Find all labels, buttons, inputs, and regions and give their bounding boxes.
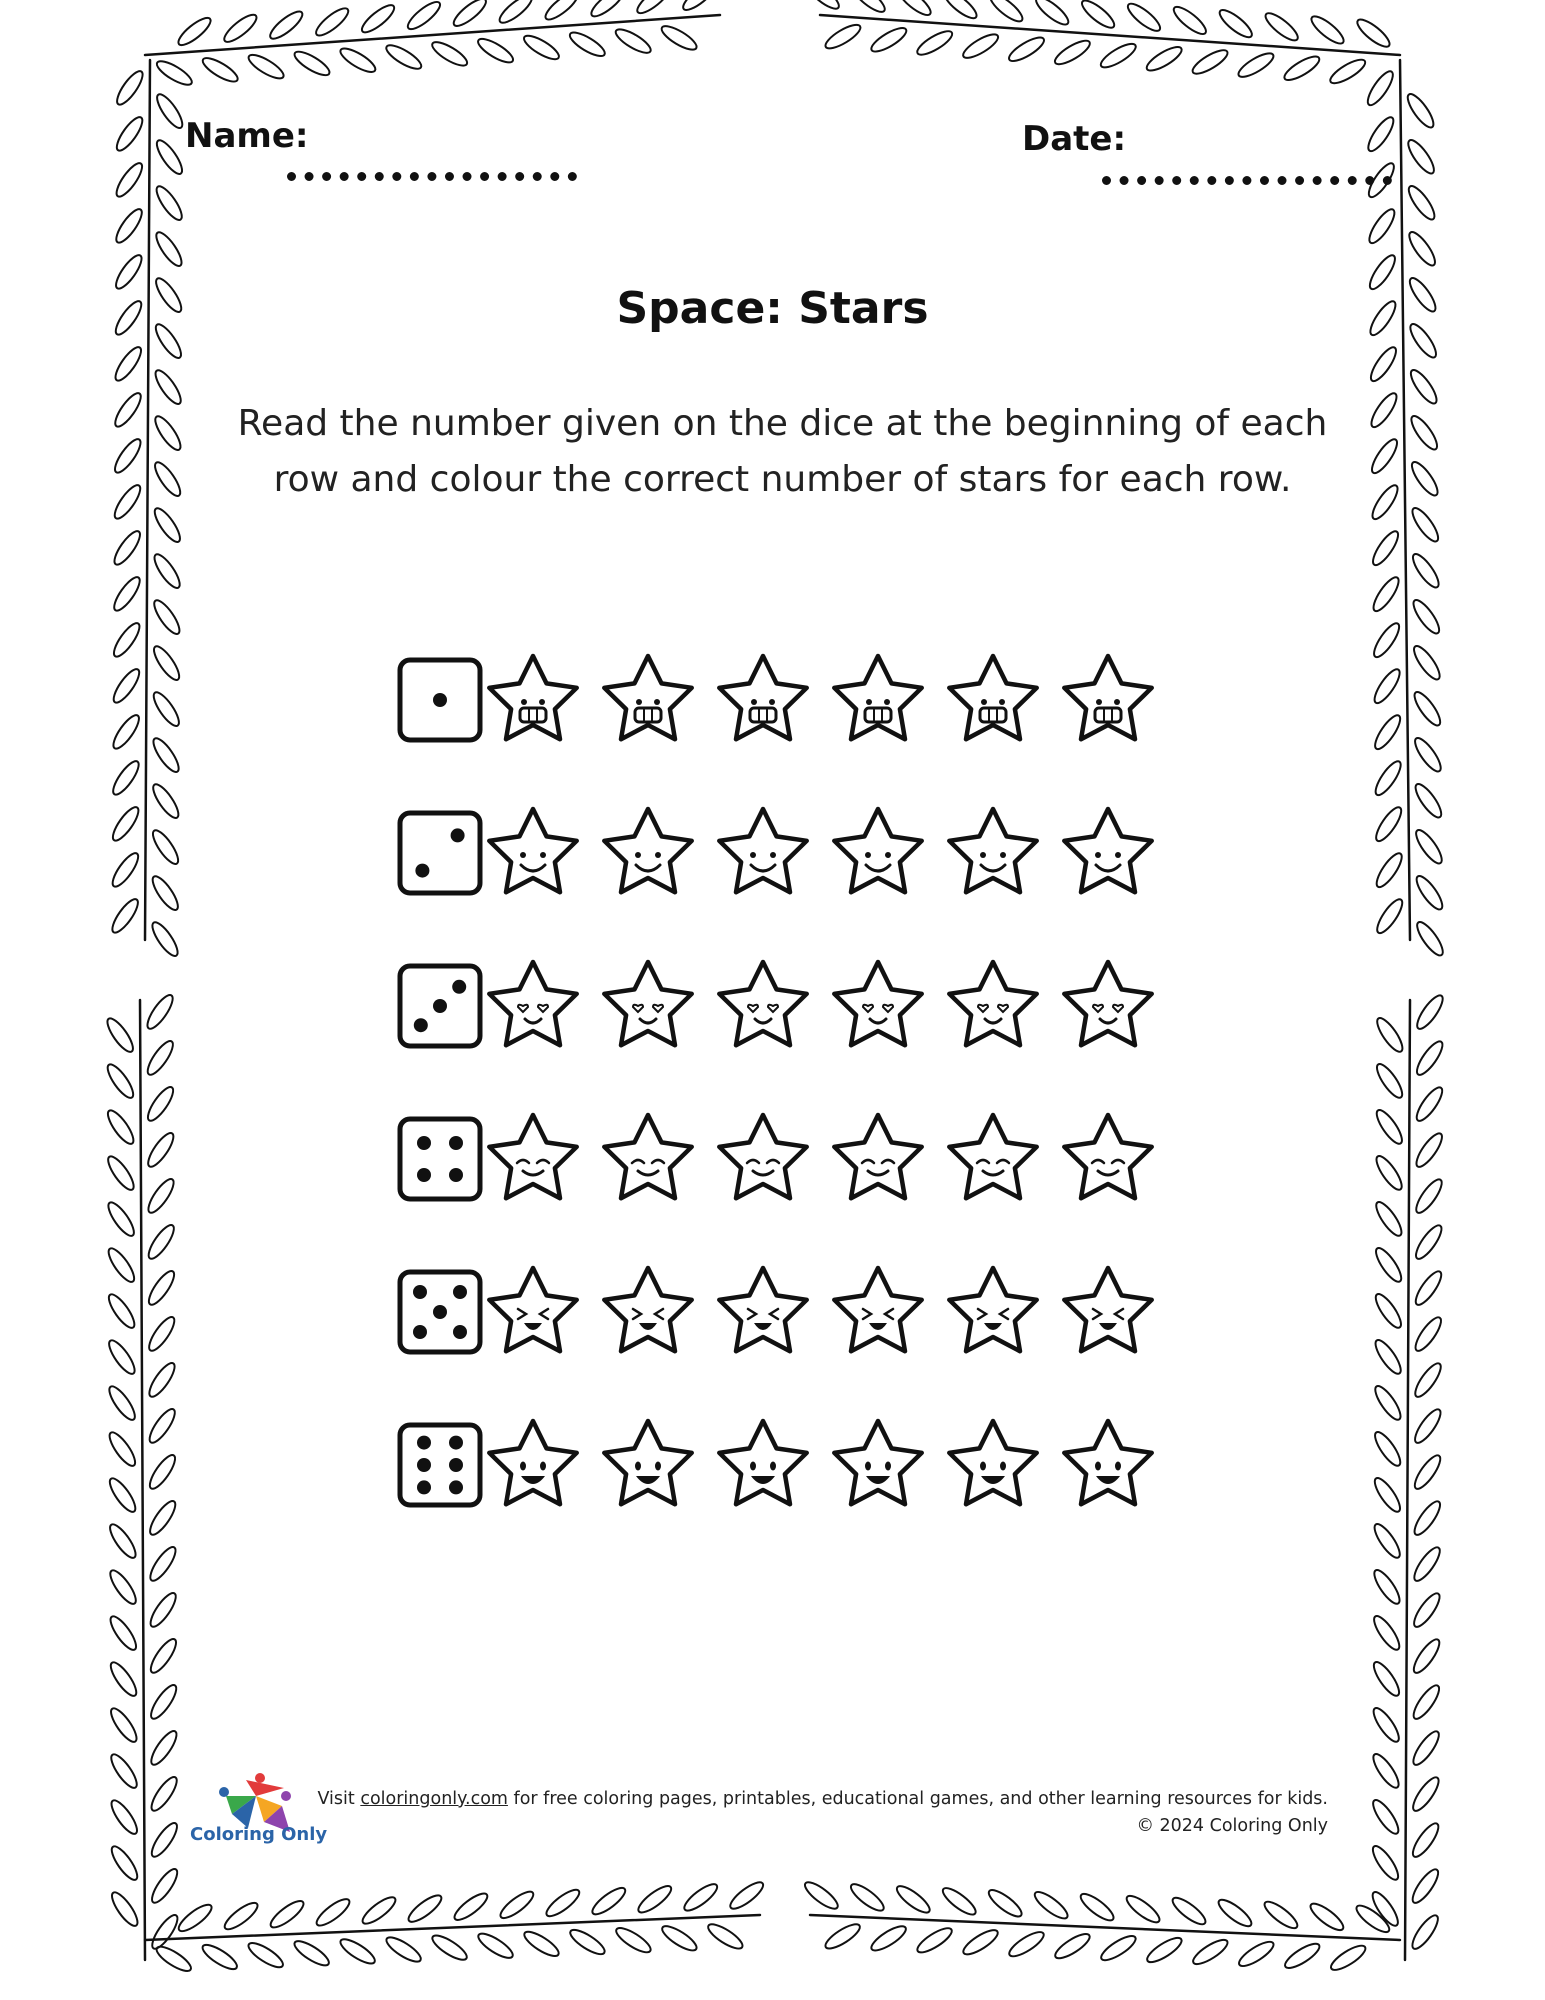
star-big-smile-icon[interactable] bbox=[1064, 1421, 1151, 1504]
star-laughing-icon[interactable] bbox=[719, 1268, 806, 1351]
dice-pip bbox=[413, 1285, 427, 1299]
star-laughing-icon[interactable] bbox=[1064, 1268, 1151, 1351]
dice-pip bbox=[433, 999, 447, 1013]
star-smile-icon[interactable] bbox=[489, 809, 576, 892]
star-grin-teeth-icon[interactable] bbox=[604, 656, 691, 739]
star-heart-eyes-icon[interactable] bbox=[604, 962, 691, 1045]
star-smile-icon[interactable] bbox=[719, 809, 806, 892]
instructions-line-1: Read the number given on the dice at the beginning of each bbox=[237, 403, 1328, 444]
row-3 bbox=[400, 962, 1152, 1046]
dice-pip bbox=[451, 828, 465, 842]
star-heart-eyes-icon[interactable] bbox=[719, 962, 806, 1045]
row-5 bbox=[400, 1268, 1152, 1352]
dice-pip bbox=[449, 1136, 463, 1150]
star-laughing-icon[interactable] bbox=[949, 1268, 1036, 1351]
star-grin-teeth-icon[interactable] bbox=[834, 656, 921, 739]
footer-copyright: © 2024 Coloring Only bbox=[1136, 1816, 1328, 1836]
dice-pip bbox=[414, 1018, 428, 1032]
dice-pip bbox=[453, 1285, 467, 1299]
dice-pip bbox=[449, 1480, 463, 1494]
star-smile-icon[interactable] bbox=[834, 809, 921, 892]
dice-pip bbox=[433, 1305, 447, 1319]
row-4 bbox=[400, 1115, 1152, 1199]
dice-pip bbox=[417, 1136, 431, 1150]
dice-pip bbox=[452, 980, 466, 994]
dice-face bbox=[400, 1119, 480, 1199]
star-smile-icon[interactable] bbox=[949, 809, 1036, 892]
star-grin-teeth-icon[interactable] bbox=[719, 656, 806, 739]
star-laughing-icon[interactable] bbox=[834, 1268, 921, 1351]
page-title: Space: Stars bbox=[616, 283, 929, 334]
dice-face bbox=[400, 1425, 480, 1505]
star-grin-teeth-icon[interactable] bbox=[1064, 656, 1151, 739]
star-content-icon[interactable] bbox=[834, 1115, 921, 1198]
dice-4 bbox=[400, 1119, 480, 1199]
star-big-smile-icon[interactable] bbox=[834, 1421, 921, 1504]
dice-pip bbox=[433, 693, 447, 707]
star-big-smile-icon[interactable] bbox=[949, 1421, 1036, 1504]
star-heart-eyes-icon[interactable] bbox=[489, 962, 576, 1045]
star-content-icon[interactable] bbox=[1064, 1115, 1151, 1198]
star-smile-icon[interactable] bbox=[604, 809, 691, 892]
footer-visit-prefix: Visit bbox=[317, 1789, 355, 1809]
dice-pip bbox=[417, 1168, 431, 1182]
star-content-icon[interactable] bbox=[489, 1115, 576, 1198]
dice-pip bbox=[417, 1436, 431, 1450]
row-1 bbox=[400, 656, 1152, 740]
row-6 bbox=[400, 1421, 1152, 1505]
footer bbox=[270, 1786, 1328, 1840]
dice-3 bbox=[400, 966, 480, 1046]
star-smile-icon[interactable] bbox=[1064, 809, 1151, 892]
instructions-line-2: row and colour the correct number of stars for each row. bbox=[273, 459, 1292, 500]
star-big-smile-icon[interactable] bbox=[604, 1421, 691, 1504]
star-content-icon[interactable] bbox=[719, 1115, 806, 1198]
dice-6 bbox=[400, 1425, 480, 1505]
star-grin-teeth-icon[interactable] bbox=[949, 656, 1036, 739]
dice-pip bbox=[417, 1480, 431, 1494]
dice-pip bbox=[449, 1436, 463, 1450]
footer-link[interactable]: coloringonly.com bbox=[360, 1789, 508, 1809]
star-laughing-icon[interactable] bbox=[604, 1268, 691, 1351]
star-laughing-icon[interactable] bbox=[489, 1268, 576, 1351]
star-heart-eyes-icon[interactable] bbox=[1064, 962, 1151, 1045]
star-grin-teeth-icon[interactable] bbox=[489, 656, 576, 739]
dice-pip bbox=[449, 1168, 463, 1182]
star-big-smile-icon[interactable] bbox=[719, 1421, 806, 1504]
row-2 bbox=[400, 809, 1152, 893]
logo-text: Coloring Only bbox=[190, 1824, 328, 1845]
dice-pip bbox=[413, 1325, 427, 1339]
dice-pip bbox=[453, 1325, 467, 1339]
star-heart-eyes-icon[interactable] bbox=[834, 962, 921, 1045]
dice-pip bbox=[449, 1458, 463, 1472]
star-heart-eyes-icon[interactable] bbox=[949, 962, 1036, 1045]
star-content-icon[interactable] bbox=[949, 1115, 1036, 1198]
star-content-icon[interactable] bbox=[604, 1115, 691, 1198]
dice-2 bbox=[400, 813, 480, 893]
date-label: Date: bbox=[1022, 119, 1127, 159]
footer-visit-line bbox=[270, 1786, 1328, 1813]
dice-pip bbox=[415, 864, 429, 878]
dice-1 bbox=[400, 660, 480, 740]
dice-5 bbox=[400, 1272, 480, 1352]
dice-face bbox=[400, 813, 480, 893]
footer-visit-suffix: for free coloring pages, printables, educational games, and other learning resources for kids. bbox=[513, 1789, 1328, 1809]
dice-pip bbox=[417, 1458, 431, 1472]
name-label: Name: bbox=[185, 116, 309, 156]
star-big-smile-icon[interactable] bbox=[489, 1421, 576, 1504]
